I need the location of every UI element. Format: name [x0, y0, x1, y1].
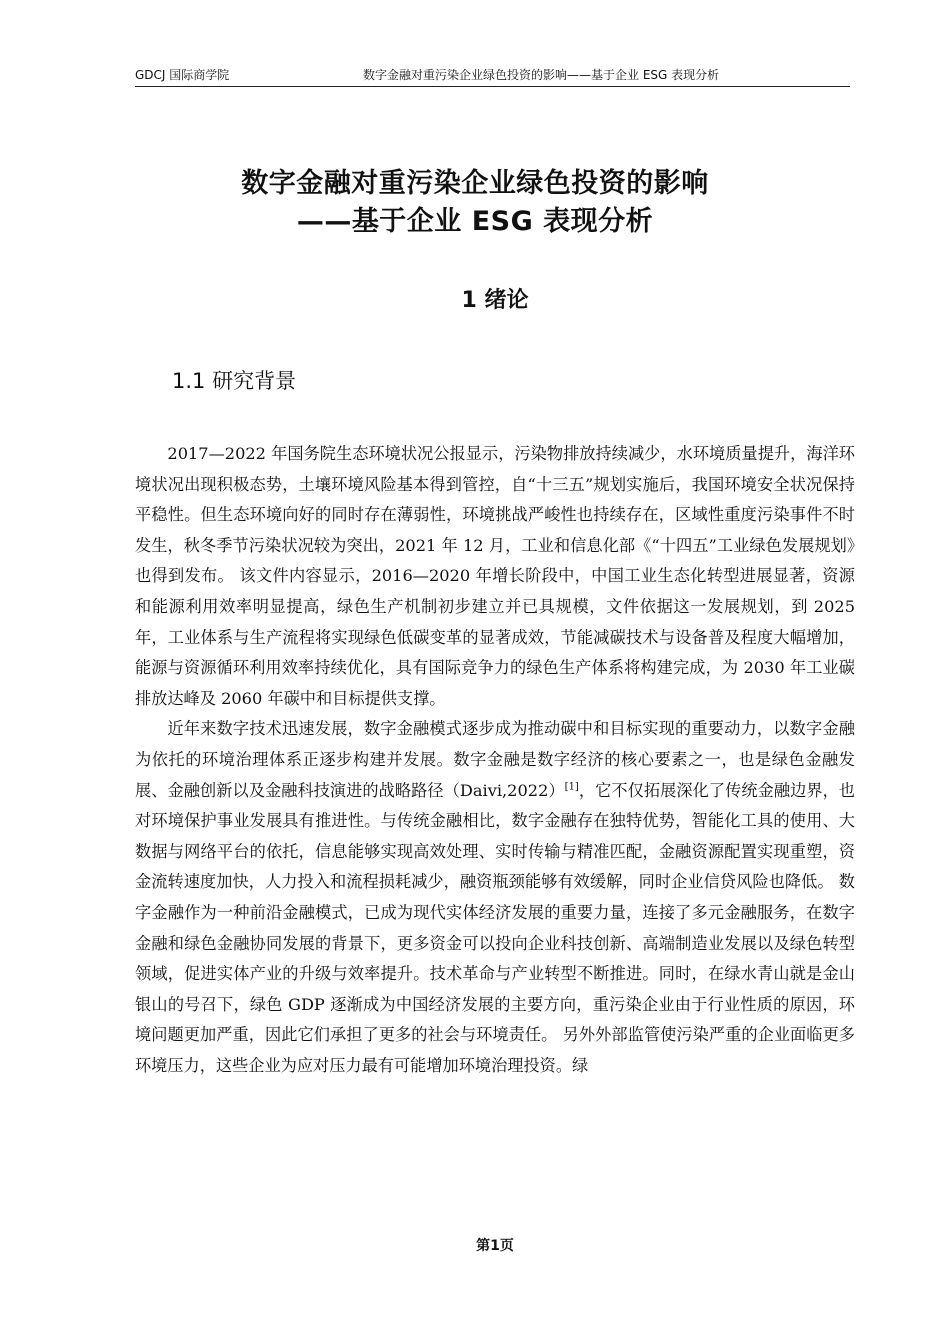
header-institution: GDCJ 国际商学院 [135, 68, 230, 82]
chapter-heading: 1 绪论 [461, 288, 529, 313]
paper-title: 数字金融对重污染企业绿色投资的影响 [241, 168, 709, 199]
citation-reference: [1] [564, 781, 579, 793]
paragraph-2 [135, 714, 855, 1081]
section-heading: 1.1 研究背景 [172, 369, 297, 393]
body-text [135, 439, 855, 1081]
paragraph-1: 2017—2022 年国务院生态环境状况公报显示，污染物排放持续减少，水环境质量提升，海洋环境状况出现积极态势，土壤环境风险基本得到管控，自“十三五”规划实施后，我国环境安全状况保持平稳性。但生态环境向好的同时存在薄弱性，环境挑战严峻性也持续存在，区域性重度污染事件不时发生，秋冬季节污染状况较为突出，2021 年 12 月，工业和信息化部《“十四五”工业绿色发展规划》也得到发布。 该文件内容显示，2016—2020 年增长阶段中，中国工业生态化转型进展显著，资源和能源利用效率明显提高，绿色生产机制初步建立并已具规模，文件依据这一发展规划，到 2025 年，工业体系与生产流程将实现绿色低碳变革的显著成效，节能减碳技术与设备普及程度大幅增加，能源与资源循环利用效率持续优化，具有国际竞争力的绿色生产体系将构建完成，为 2030 年工业碳排放达峰及 2060 年碳中和目标提供支撑。 [135, 444, 855, 708]
citation-author: （Daivi,2022） [443, 780, 565, 800]
paragraph-2-part-1: 近年来数字技术迅速发展，数字金融模式逐步成为推动碳中和目标实现的重要动力，以数字金融为依托的环境治理体系正逐步构建并发展。数字金融是数字经济的核心要素之一，也是绿色金融发展、金融创新以及金融科技演进的战略路径 [135, 719, 855, 800]
running-header [135, 68, 850, 87]
page-number: 第1页 [476, 1238, 514, 1254]
paragraph-2-part-2: ，它不仅拓展深化了传统金融边界，也对环境保护事业发展具有推进性。与传统金融相比，数字金融存在独特优势，智能化工具的使用、大数据与网络平台的依托，信息能够实现高效处理、实时传输与精准匹配，金融资源配置实现重塑，资金流转速度加快，人力投入和流程损耗减少，融资瓶颈能够有效缓解，同时企业信贷风险也降低。 数字金融作为一种前沿金融模式，已成为现代实体经济发展的重要力量，连接了多元金融服务，在数字金融和绿色金融协同发展的背景下，更多资金可以投向企业科技创新、高端制造业发展以及绿色转型领域，促进实体产业的升级与效率提升。技术革命与产业转型不断推进。同时，在绿水青山就是金山银山的号召下，绿色 GDP 逐渐成为中国经济发展的主要方向，重污染企业由于行业性质的原因，环境问题更加严重，因此它们承担了更多的社会与环境责任。 另外外部监管使污染严重的企业面临更多环境压力，这些企业为应对压力最有可能增加环境治理投资。绿 [135, 780, 855, 1075]
paper-subtitle: ——基于企业 ESG 表现分析 [296, 206, 654, 237]
header-paper-title: 数字金融对重污染企业绿色投资的影响——基于企业 ESG 表现分析 [363, 68, 720, 82]
